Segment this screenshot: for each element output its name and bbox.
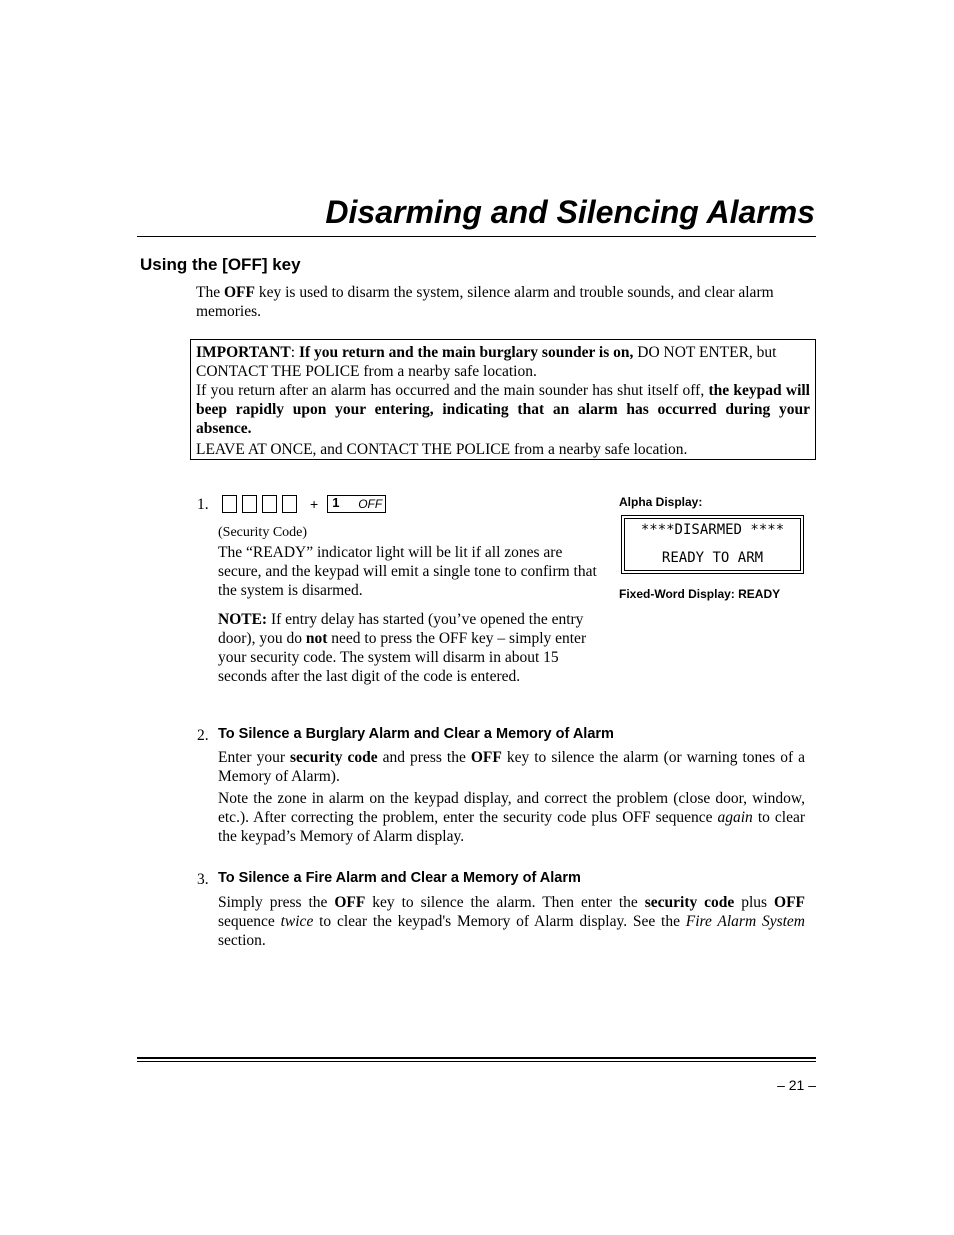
step2-bold-b: security code <box>290 749 378 766</box>
intro-paragraph <box>196 283 796 321</box>
step2-text-c: and press the <box>377 749 471 766</box>
step2-italic-again: again <box>717 809 753 826</box>
off-key-number: 1 <box>332 495 340 511</box>
title-rule <box>137 236 816 237</box>
intro-off-key: OFF <box>223 284 255 301</box>
ready-paragraph: The “READY” indicator light will be lit if all zones are secure, and the keypad will emit a single tone to confirm that the system is disarmed. <box>218 544 597 599</box>
note-text-2: need to press the OFF key – simply enter your security code. The system will disarm in about 15 seconds after the last digit of the code is entered. <box>218 630 587 685</box>
important-text-1: DO NOT ENTER, but CONTACT THE POLICE from a nearby safe location. <box>196 344 777 380</box>
code-key-2 <box>242 495 257 513</box>
step2-heading: To Silence a Burglary Alarm and Clear a Memory of Alarm <box>218 726 614 742</box>
alpha-display <box>621 515 804 574</box>
step3-heading: To Silence a Fire Alarm and Clear a Memory of Alarm <box>218 870 581 886</box>
display-line-2: READY TO ARM <box>661 550 764 566</box>
fixed-word-caption: Fixed-Word Display: READY <box>619 587 781 601</box>
alpha-display-caption: Alpha Display: <box>619 495 703 509</box>
code-key-3 <box>262 495 277 513</box>
footer-rule-top <box>137 1057 816 1059</box>
step3-bold-b: OFF <box>334 894 366 911</box>
step3-paragraph <box>218 893 805 950</box>
display-line-1: ****DISARMED **** <box>640 522 785 538</box>
page-title: Disarming and Silencing Alarms <box>325 194 815 230</box>
off-key <box>327 495 386 513</box>
section-heading: Using the [OFF] key <box>140 255 301 274</box>
step3-text-k: section. <box>218 932 266 949</box>
intro-text-2: key is used to disarm the system, silence alarm and trouble sounds, and clear alarm memories. <box>196 284 774 320</box>
step3-text-i: to clear the keypad's Memory of Alarm display. See the <box>313 913 686 930</box>
plus-sign: + <box>310 496 319 513</box>
step2-paragraph-2 <box>218 789 805 846</box>
step3-text-c: key to silence the alarm. Then enter the <box>365 894 645 911</box>
step3-italic-h: twice <box>280 913 314 930</box>
important-colon: : <box>290 344 299 361</box>
important-text-2: If you return after an alarm has occurred and the main sounder has shut itself off, <box>196 382 709 399</box>
step1-number: 1. <box>197 496 209 513</box>
step3-bold-f: OFF <box>774 894 806 911</box>
step2-bold-d: OFF <box>470 749 502 766</box>
step3-text-a: Simply press the <box>218 894 335 911</box>
step3-bold-d: security code <box>644 894 735 911</box>
intro-text: The <box>196 284 224 301</box>
page-number: – 21 – <box>777 1077 816 1093</box>
important-text-3: LEAVE AT ONCE, and CONTACT THE POLICE from a nearby safe location. <box>196 441 688 458</box>
step3-text-g: sequence <box>218 913 281 930</box>
important-label: IMPORTANT <box>196 344 291 361</box>
step2-text-a: Enter your <box>218 749 290 766</box>
step2-text-e: key to silence the alarm (or warning tones of a Memory of Alarm). <box>218 749 805 785</box>
important-bold-1: If you return and the main burglary sounder is on, <box>298 344 634 361</box>
note-paragraph <box>218 610 600 686</box>
off-key-label: OFF <box>358 497 383 512</box>
security-code-caption: (Security Code) <box>218 525 308 540</box>
important-box <box>190 339 816 460</box>
step2-text-p2b: to clear the keypad’s Memory of Alarm display. <box>218 809 805 845</box>
step3-text-e: plus <box>734 894 775 911</box>
footer-rule-bottom <box>137 1061 816 1062</box>
step2-paragraph-1 <box>218 748 805 786</box>
note-bold: not <box>305 630 328 647</box>
step3-italic-j: Fire Alarm System <box>685 913 805 930</box>
step2-text-p2a: Note the zone in alarm on the keypad display, and correct the problem (close door, window, etc.). After correcting the problem, enter the security code plus OFF sequence <box>218 790 805 826</box>
note-label: NOTE: <box>218 611 268 628</box>
important-bold-2: the keypad will beep rapidly upon your entering, indicating that an alarm has occurred during your absence. <box>196 382 810 437</box>
step2-number: 2. <box>197 727 209 744</box>
note-text-1: If entry delay has started (you’ve opened the entry door), you do <box>218 611 584 647</box>
step3-number: 3. <box>197 871 209 888</box>
key-sequence <box>222 495 386 515</box>
code-key-4 <box>282 495 297 513</box>
code-key-1 <box>222 495 237 513</box>
